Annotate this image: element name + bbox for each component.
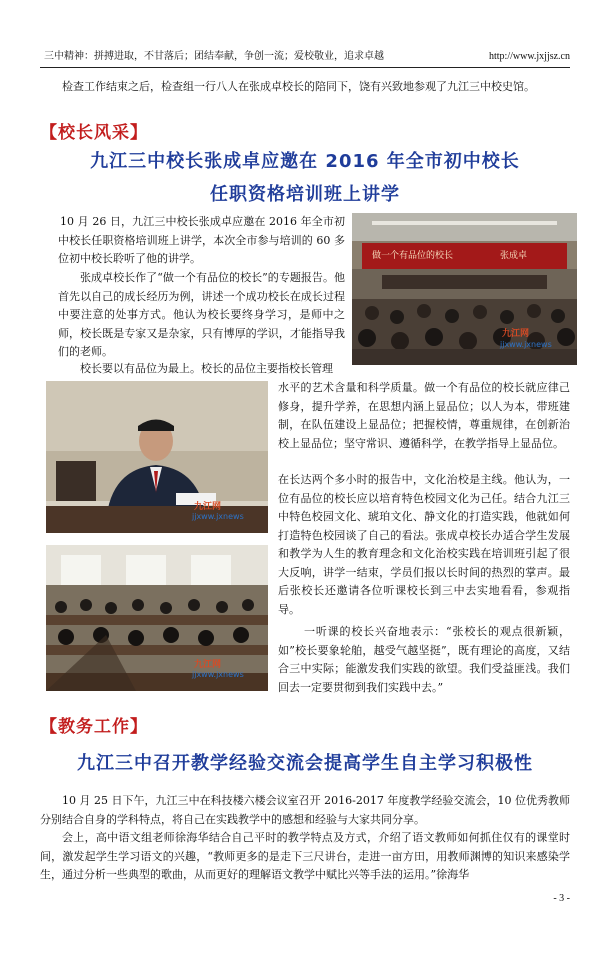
- photo-lecture-hall: [352, 213, 577, 365]
- section-tag-academic: 【教务工作】: [40, 717, 148, 737]
- article-paragraph: 张成卓校长作了“做一个有品位的校长”的专题报告。他首先以自己的成长经历为例，讲述一个成功校长在成长过程中要注意的处事方式。他认为校长要终身学习，是师中之师，校长既是专家又是杂家，只有博厚的学识，才能指导我们的老师。: [58, 271, 345, 358]
- photo-principal-speaking: [46, 381, 268, 533]
- article-title-line1: 九江三中校长张成卓应邀在 2016 年全市初中校长: [90, 151, 520, 172]
- watermark-logo: 九江网: [194, 660, 222, 670]
- school-url[interactable]: http://www.jxjjsz.cn: [488, 51, 570, 62]
- watermark-logo: 九江网: [194, 502, 222, 512]
- article-paragraph: 水平的艺术含量和科学质量。做一个有品位的校长就应律己修身，提升学养，在思想内涵上显品位；以人为本，带班建制，在队伍建设上显品位；把握校情，尊重规律，在创新治校上显品位；坚守常识、遵循科学，在教学指导上显品位。: [278, 381, 570, 450]
- banner-text: 做一个有品位的校长: [372, 251, 454, 261]
- intro-paragraph: 检查工作结束之后，检查组一行八人在张成卓校长的陪同下，饶有兴致地参观了九江三中校史馆。: [62, 80, 535, 93]
- article-paragraph: 一听课的校长兴奋地表示：“张校长的观点很新颖，如”校长要象轮舶，越受气越坚挺”，既有理论的高度，又结合三中实际；能激发我们实践的欲望。我们受益匪浅。我们回去一定要贯彻到我们实践中去。”: [278, 625, 570, 694]
- article-paragraph: 校长要以有品位为最上。校长的品位主要指校长管理: [80, 362, 333, 375]
- article-paragraph: 10 月 25 日下午，九江三中在科技楼六楼会议室召开 2016-2017 年度教学经验交流会，10 位优秀教师分别结合自身的学科特点，将自己在实践教学中的感想和经验与大家共同分享。: [40, 794, 570, 826]
- article-paragraph: 10 月 26 日，九江三中校长张成卓应邀在 2016 年全市初中校长任职资格培训班上讲学，本次全市参与培训的 60 多位初中校长聆听了他的讲学。: [58, 215, 345, 265]
- article-title: 九江三中召开教学经验交流会提高学生自主学习积极性: [77, 753, 533, 774]
- watermark-sub: jjxww.jxnews: [192, 512, 244, 521]
- section-tag-principal: 【校长风采】: [40, 123, 148, 143]
- watermark-sub: jjxww.jxnews: [192, 670, 244, 679]
- article-title-line2: 任职资格培训班上讲学: [210, 184, 400, 205]
- photo-audience: [46, 545, 268, 691]
- page-number: - 3 -: [553, 893, 570, 904]
- header-divider: [40, 67, 570, 68]
- banner-speaker: 张成卓: [500, 251, 528, 261]
- school-motto: 三中精神：拼搏进取，不甘落后；团结奉献，争创一流；爱校敬业，追求卓越: [44, 51, 384, 62]
- article-paragraph: 在长达两个多小时的报告中，文化治校是主线。他认为，一位有品位的校长应以培育特色校园文化为己任。结合九江三中特色校园文化、琥珀文化、静文化的打造实践，他就如何打造特色校园谈了自己的看法。张成卓校长办适合学生发展和教学为人生的教育理念和文化治校实践在培训班引起了很大反响，讲学一结束，学员们报以长时间的热烈的掌声。最后张校长还邀请各位听课校长到三中去实地看看，参观指导。: [278, 473, 570, 616]
- article-paragraph: 会上，高中语文组老师徐海华结合自己平时的教学特点及方式，介绍了语文教师如何抓住仅有的课堂时间，激发起学生学习语文的兴趣，“教师更多的是走下三尺讲台，走进一亩方田，用教师渊博的知识来感染学生，通过分析一些典型的歌曲，从而更好的理解语文教学中赋比兴等手法的运用。”徐海华: [40, 831, 570, 881]
- watermark-sub: jjxww.jxnews: [500, 340, 552, 349]
- watermark-logo: 九江网: [502, 329, 530, 339]
- page-header: [40, 50, 570, 66]
